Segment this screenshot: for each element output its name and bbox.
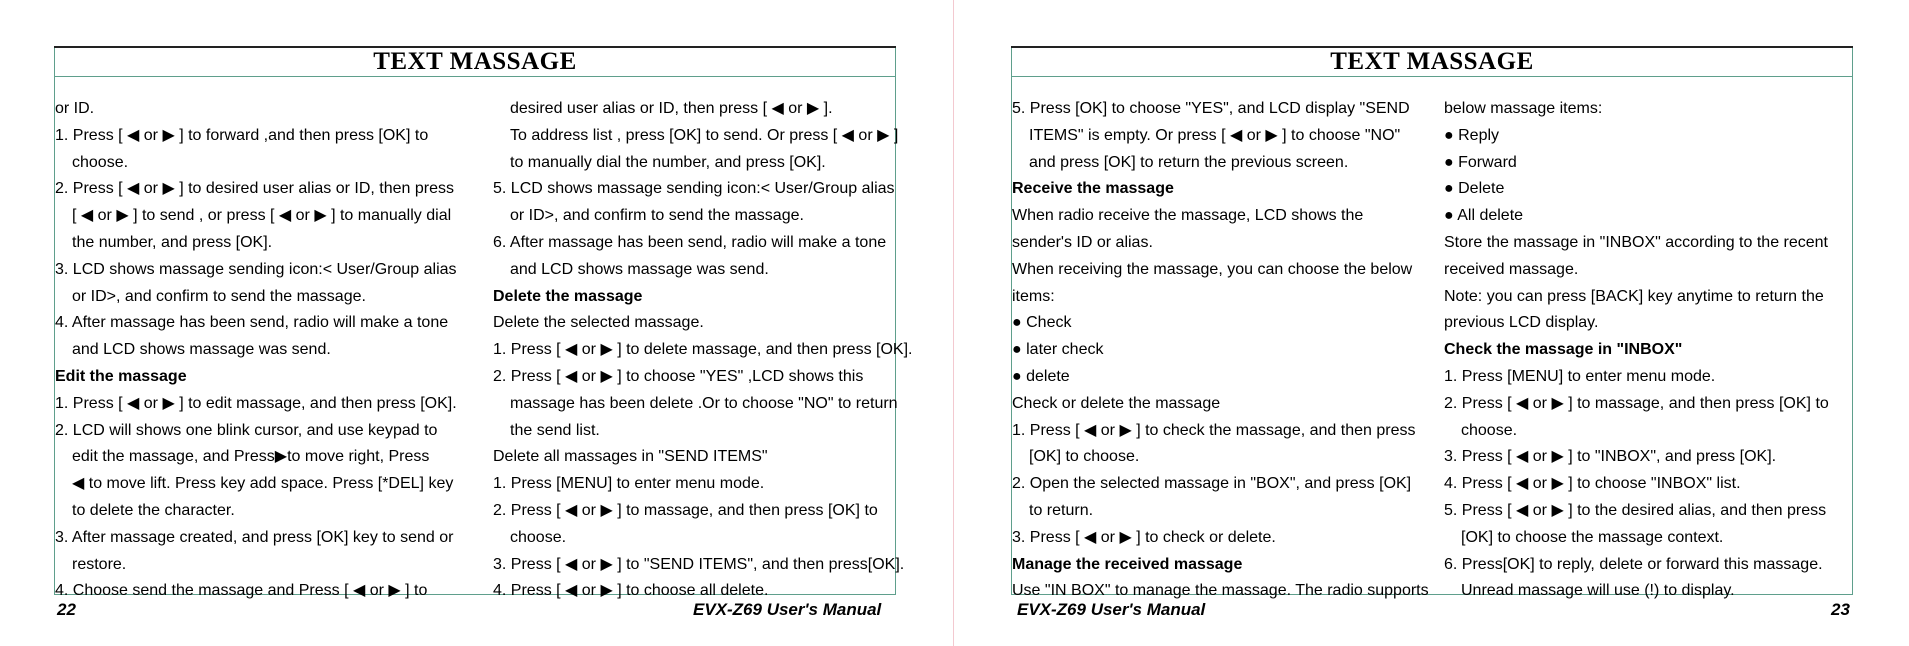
text-line: Check or delete the massage [1012, 394, 1221, 412]
text-line: [ ◀ or ▶ ] to send , or press [ ◀ or ▶ ] to manually dial [72, 207, 452, 225]
text-line: massage has been delete .Or to choose "NO" to return [510, 394, 898, 412]
text-line: 1. Press [MENU] to enter menu mode. [493, 475, 765, 493]
section-heading: Manage the received massage [1012, 555, 1243, 573]
text-line: 2. Press [ ◀ or ▶ ] to massage, and then press [OK] to [493, 501, 878, 519]
text-line: To address list , press [OK] to send. Or press [ ◀ or ▶ ] [510, 126, 899, 144]
text-line: 6. Press[OK] to reply, delete or forward this massage. [1444, 555, 1823, 573]
text-line: sender's ID or alias. [1012, 233, 1153, 251]
title-rule [55, 76, 895, 77]
text-line: Unread massage will use (!) to display. [1461, 582, 1735, 600]
title-rule [1012, 76, 1852, 77]
bullet-item: ● Forward [1444, 153, 1517, 171]
text-line: below massage items: [1444, 100, 1603, 117]
text-line: 4. Press [ ◀ or ▶ ] to choose all delete. [493, 582, 769, 600]
text-line: and press [OK] to return the previous screen. [1029, 153, 1349, 171]
text-line: [OK] to choose. [1029, 448, 1140, 466]
page-title: TEXT MASSAGE [1330, 48, 1534, 75]
text-line: or ID>, and confirm to send the massage. [72, 287, 366, 305]
text-line: 3. After massage created, and press [OK] key to send or [55, 528, 454, 546]
page-number: 23 [1831, 600, 1850, 619]
text-line: desired user alias or ID, then press [ ◀ or ▶ ]. [510, 100, 833, 117]
text-line: or ID>, and confirm to send the massage. [510, 207, 804, 225]
text-line: items: [1012, 287, 1055, 305]
page-number: 22 [57, 600, 76, 619]
manual-title: EVX-Z69 User's Manual [693, 600, 882, 619]
text-line: 1. Press [ ◀ or ▶ ] to edit massage, and then press [OK]. [55, 394, 457, 412]
text-line: ◀ to move lift. Press key add space. Press [*DEL] key [72, 475, 454, 493]
text-line: 4. After massage has been send, radio will make a tone [55, 314, 449, 332]
section-heading: Check the massage in "INBOX" [1444, 341, 1683, 359]
left-page-frame [54, 46, 913, 600]
bullet-item: ● Delete [1444, 180, 1505, 198]
text-line: received massage. [1444, 260, 1579, 278]
section-heading: Receive the massage [1012, 180, 1174, 198]
manual-title: EVX-Z69 User's Manual [1017, 600, 1206, 619]
text-line: Note: you can press [BACK] key anytime to return the [1444, 287, 1824, 305]
text-line: 1. Press [ ◀ or ▶ ] to check the massage, and then press [1012, 421, 1416, 439]
text-line: [OK] to choose the massage context. [1461, 528, 1724, 546]
text-line: 4. Press [ ◀ or ▶ ] to choose "INBOX" list. [1444, 475, 1741, 493]
text-line: to manually dial the number, and press [OK]. [510, 153, 826, 171]
text-line: or ID. [55, 100, 95, 117]
text-line: When receiving the massage, you can choose the below [1012, 260, 1413, 278]
text-line: previous LCD display. [1444, 314, 1599, 332]
right-page-frame [1011, 46, 1853, 600]
text-line: 3. Press [ ◀ or ▶ ] to "SEND ITEMS", and then press[OK]. [493, 555, 905, 573]
section-heading: Delete the massage [493, 287, 643, 305]
text-line: 6. After massage has been send, radio will make a tone [493, 233, 887, 251]
text-line: 2. Open the selected massage in "BOX", and press [OK] [1012, 475, 1412, 493]
bullet-item: ● delete [1012, 367, 1070, 385]
text-line: and LCD shows massage was send. [510, 260, 769, 278]
right-page [955, 0, 1909, 646]
bullet-item: ● Check [1012, 314, 1072, 332]
text-line: 3. Press [ ◀ or ▶ ] to check or delete. [1012, 528, 1276, 546]
text-line: 2. Press [ ◀ or ▶ ] to massage, and then press [OK] to [1444, 394, 1829, 412]
text-line: 2. LCD will shows one blink cursor, and use keypad to [55, 421, 438, 439]
text-line: Delete the selected massage. [493, 314, 704, 332]
text-line: 1. Press [ ◀ or ▶ ] to delete massage, and then press [OK]. [493, 341, 913, 359]
text-line: 3. Press [ ◀ or ▶ ] to "INBOX", and press [OK]. [1444, 448, 1777, 466]
bullet-item: ● Reply [1444, 126, 1500, 144]
text-line: choose. [510, 528, 567, 546]
text-line: 5. Press [OK] to choose "YES", and LCD display "SEND [1012, 100, 1410, 117]
text-line: 2. Press [ ◀ or ▶ ] to desired user alias or ID, then press [55, 180, 454, 198]
text-line: edit the massage, and Press▶to move right, Press [72, 448, 430, 466]
text-line: Use "IN BOX" to manage the massage. The radio supports [1012, 582, 1429, 600]
text-line: restore. [72, 555, 127, 573]
text-line: 5. LCD shows massage sending icon:< User/Group alias [493, 180, 895, 198]
text-line: Delete all massages in "SEND ITEMS" [493, 448, 768, 466]
right-column-b [1444, 96, 1849, 605]
text-line: and LCD shows massage was send. [72, 341, 331, 359]
text-line: the number, and press [OK]. [72, 233, 273, 251]
text-line: the send list. [510, 421, 600, 439]
text-line: 1. Press [ ◀ or ▶ ] to forward ,and then press [OK] to [55, 126, 429, 144]
left-column-b [493, 96, 913, 605]
text-line: 5. Press [ ◀ or ▶ ] to the desired alias, and then press [1444, 501, 1827, 519]
left-column-a [55, 96, 485, 605]
right-column-a [1012, 96, 1432, 605]
text-line: 2. Press [ ◀ or ▶ ] to choose "YES" ,LCD shows this [493, 367, 864, 385]
text-line: 4. Choose send the massage and Press [ ◀ or ▶ ] to [55, 582, 428, 600]
text-line: When radio receive the massage, LCD shows the [1012, 207, 1364, 225]
text-line: ITEMS" is empty. Or press [ ◀ or ▶ ] to choose "NO" [1029, 126, 1401, 144]
text-line: Store the massage in "INBOX" according to the recent [1444, 233, 1828, 251]
text-line: to delete the character. [72, 501, 235, 519]
text-line: choose. [1461, 421, 1518, 439]
bullet-item: ● later check [1012, 341, 1104, 359]
text-line: 3. LCD shows massage sending icon:< User/Group alias [55, 260, 457, 278]
text-line: choose. [72, 153, 129, 171]
left-page [0, 0, 954, 646]
text-line: 1. Press [MENU] to enter menu mode. [1444, 367, 1716, 385]
section-heading: Edit the massage [55, 367, 187, 385]
page-title: TEXT MASSAGE [373, 48, 577, 75]
text-line: to return. [1029, 501, 1094, 519]
bullet-item: ● All delete [1444, 207, 1524, 225]
